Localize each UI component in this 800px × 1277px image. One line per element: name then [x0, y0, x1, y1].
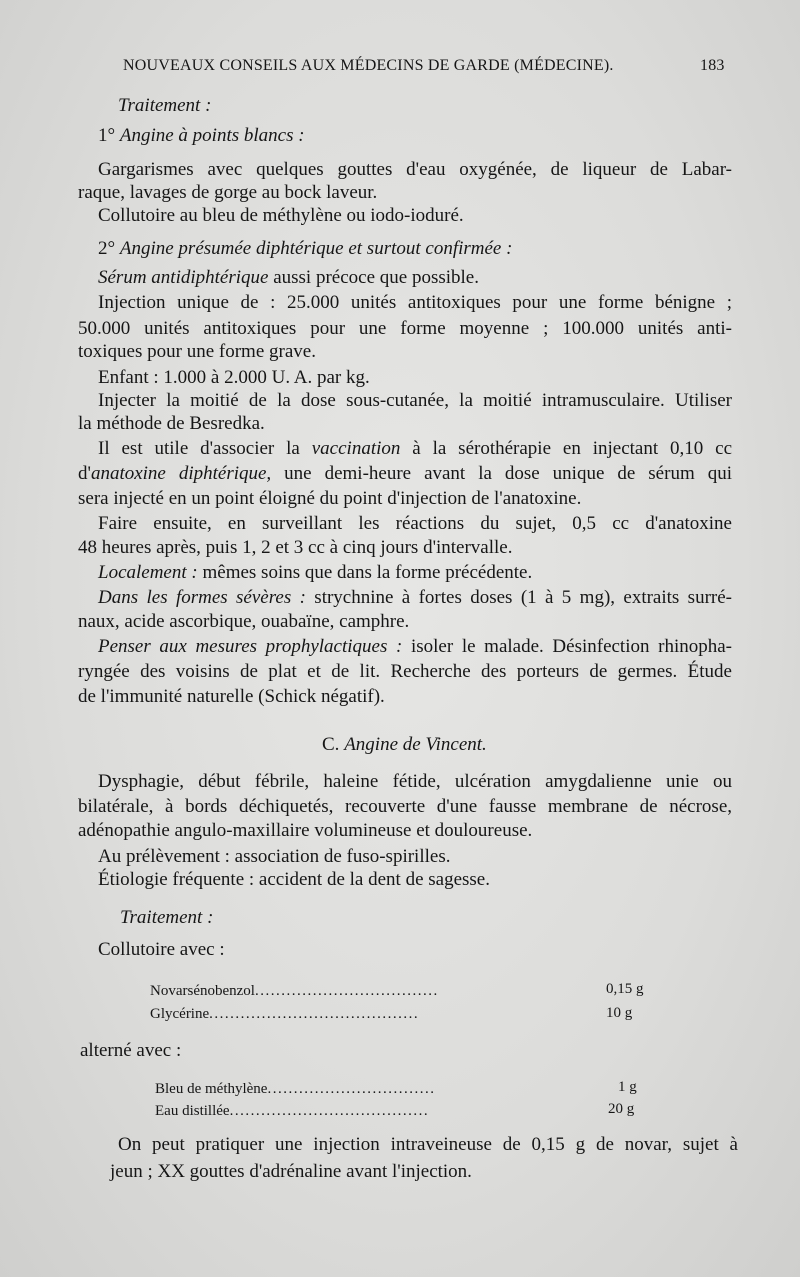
paragraph-line: [98, 438, 732, 460]
ingredient-name: Glycérine: [150, 1006, 210, 1022]
paragraph-line: bilatérale, à bords déchiquetés, recouverte d'une fausse membrane de nécrose,: [78, 796, 732, 817]
paragraph-line: Injection unique de : 25.000 unités antitoxiques pour une forme bénigne ;: [98, 292, 732, 313]
leader-dots: ...................................: [254, 983, 439, 999]
ingredient-name: Eau distillée: [155, 1103, 230, 1119]
paragraph-line: raque, lavages de gorge au bock laveur.: [78, 182, 378, 203]
paragraph-line: Dysphagie, début fébrile, haleine fétide, ulcération amygdalienne unie ou: [98, 771, 732, 792]
subheading-angine-points-blancs: [98, 125, 305, 147]
paragraph-line: [78, 463, 732, 485]
paragraph-line: [98, 267, 479, 289]
ingredient-qty: 20 g: [608, 1101, 635, 1117]
page-number: 183: [700, 57, 725, 74]
section-title-text: Angine de Vincent.: [344, 734, 487, 755]
ingredient-qty: 10 g: [606, 1005, 633, 1021]
text-run-italic: Dans les formes sévères :: [98, 587, 306, 608]
ingredient-name: Bleu de méthylène: [155, 1081, 268, 1097]
formula-row: [150, 1003, 419, 1025]
item-number: 2°: [98, 238, 116, 259]
running-header: NOUVEAUX CONSEILS AUX MÉDECINS DE GARDE (MÉDECINE).: [123, 57, 614, 74]
paragraph-line: Étiologie fréquente : accident de la dent de sagesse.: [98, 869, 490, 890]
text-run-italic: anatoxine diphtérique,: [90, 463, 272, 484]
text-run: mêmes soins que dans la forme précédente.: [197, 562, 533, 583]
text-run: d': [78, 463, 91, 484]
paragraph-line: Gargarismes avec quelques gouttes d'eau oxygénée, de liqueur de Labar-: [98, 159, 732, 180]
paragraph-line: alterné avec :: [80, 1040, 182, 1061]
leader-dots: ......................................: [229, 1103, 430, 1119]
paragraph-line: ryngée des voisins de plat et de lit. Recherche des porteurs de germes. Étude: [78, 661, 732, 682]
formula-row: [155, 1100, 429, 1122]
paragraph-line: toxiques pour une forme grave.: [78, 341, 316, 362]
leader-dots: ........................................: [209, 1006, 420, 1022]
paragraph-line: de l'immunité naturelle (Schick négatif).: [78, 686, 385, 707]
text-run: une demi-heure avant la dose unique de sérum qui: [271, 463, 732, 484]
paragraph-line: 50.000 unités antitoxiques pour une forme moyenne ; 100.000 unités anti-: [78, 318, 732, 339]
paragraph-line: jeun ; XX gouttes d'adrénaline avant l'injection.: [110, 1161, 472, 1182]
serum-text: aussi précoce que possible.: [268, 267, 479, 288]
subheading-angine-diphterique: [98, 238, 512, 260]
paragraph-line: adénopathie angulo-maxillaire volumineuse et douloureuse.: [78, 820, 533, 841]
text-run: à la sérothérapie en injectant 0,10 cc: [400, 438, 733, 459]
ingredient-qty: 1 g: [618, 1079, 637, 1095]
item-title: Angine à points blancs :: [119, 125, 305, 146]
serum-label: Sérum antidiphtérique: [98, 267, 269, 288]
paragraph-line: sera injecté en un point éloigné du point d'injection de l'anatoxine.: [78, 488, 582, 509]
paragraph-line: Injecter la moitié de la dose sous-cutanée, la moitié intramusculaire. Utiliser: [98, 390, 732, 411]
paragraph-line: [98, 562, 532, 584]
paragraph-line: Faire ensuite, en surveillant les réactions du sujet, 0,5 cc d'anatoxine: [98, 513, 732, 534]
text-run: isoler le malade. Désinfection rhinopha-: [402, 636, 732, 657]
text-run-italic: Localement :: [98, 562, 198, 583]
leader-dots: ................................: [267, 1081, 436, 1097]
paragraph-line: [98, 587, 732, 609]
paragraph-line: Collutoire au bleu de méthylène ou iodo-ioduré.: [98, 205, 464, 226]
paragraph-line: [98, 636, 732, 658]
paragraph-line: la méthode de Besredka.: [78, 413, 265, 434]
heading-traitement: Traitement :: [118, 95, 212, 116]
text-run: strychnine à fortes doses (1 à 5 mg), extraits surré-: [305, 587, 732, 608]
item-number: 1°: [98, 125, 116, 146]
text-run-italic: Penser aux mesures prophylactiques :: [98, 636, 403, 657]
paragraph-line: naux, acide ascorbique, ouabaïne, camphre.: [78, 611, 410, 632]
text-run: Il est utile d'associer la: [98, 438, 312, 459]
section-title: [322, 734, 487, 756]
paragraph-line: 48 heures après, puis 1, 2 et 3 cc à cinq jours d'intervalle.: [78, 537, 513, 558]
paragraph-line: Au prélèvement : association de fuso-spirilles.: [98, 846, 451, 867]
ingredient-qty: 0,15 g: [606, 981, 644, 997]
text-run-italic: vaccination: [311, 438, 401, 459]
ingredient-name: Novarsénobenzol: [150, 983, 255, 999]
paragraph-line: On peut pratiquer une injection intraveineuse de 0,15 g de novar, sujet à: [118, 1134, 738, 1155]
formula-row: [155, 1078, 435, 1100]
paragraph-line: Enfant : 1.000 à 2.000 U. A. par kg.: [98, 367, 370, 388]
paragraph-line: Collutoire avec :: [98, 939, 225, 960]
heading-traitement: Traitement :: [120, 907, 214, 928]
section-letter: C.: [322, 734, 340, 755]
formula-row: [150, 980, 439, 1002]
item-title: Angine présumée diphtérique et surtout confirmée :: [119, 238, 513, 259]
